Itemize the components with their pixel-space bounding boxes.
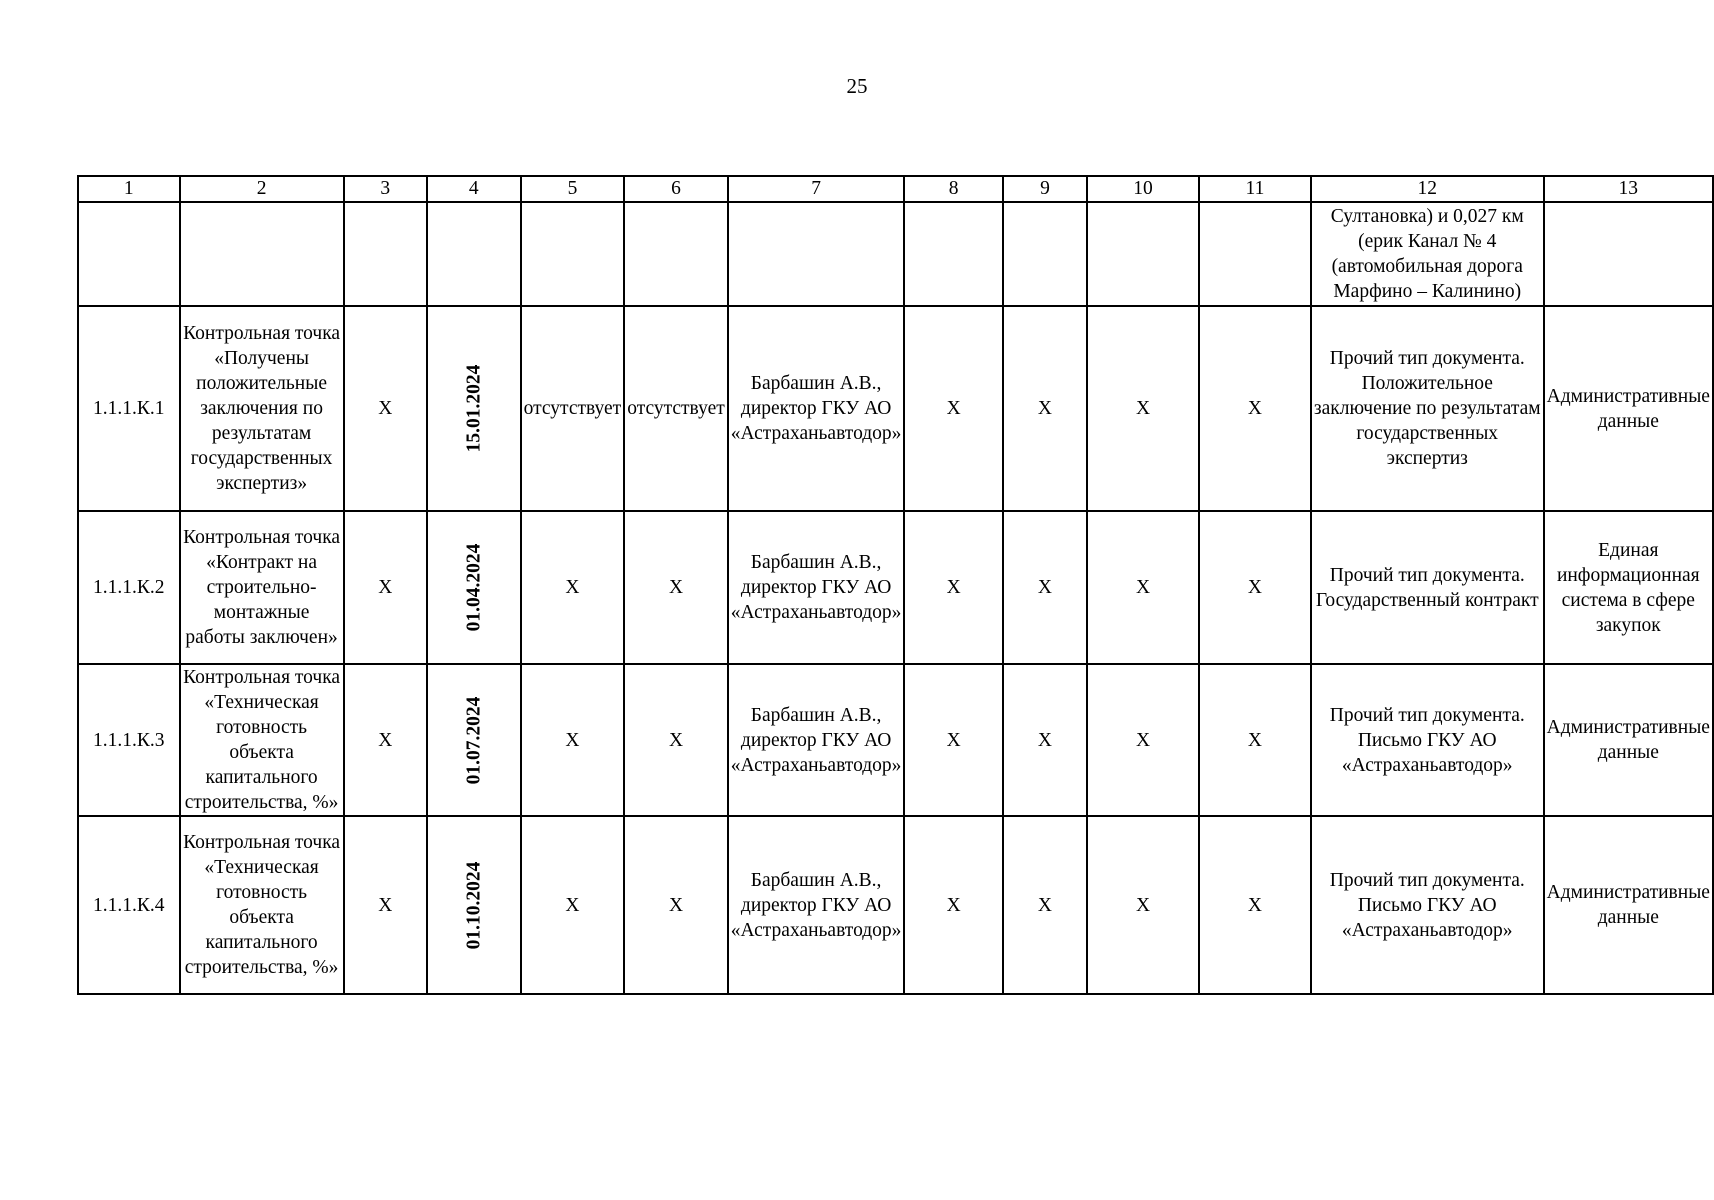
cell-col5: X <box>521 816 625 994</box>
cell-responsible: Барбашин А.В., директор ГКУ АО «Астраханьавтодор» <box>728 664 905 816</box>
table-row <box>78 202 1713 306</box>
cell-col10 <box>1087 202 1199 306</box>
cell-source <box>1544 202 1713 306</box>
cell-col8: X <box>904 511 1002 664</box>
cell-col10: X <box>1087 816 1199 994</box>
cell-col3: X <box>344 511 427 664</box>
cell-document-type: Прочий тип документа. Письмо ГКУ АО «Астраханьавтодор» <box>1311 816 1544 994</box>
rotated-date: 01.04.2024 <box>463 543 485 632</box>
header-col-6: 6 <box>624 176 728 202</box>
header-col-1: 1 <box>78 176 180 202</box>
cell-code: 1.1.1.К.2 <box>78 511 180 664</box>
header-col-3: 3 <box>344 176 427 202</box>
cell-col9: X <box>1003 511 1087 664</box>
table-row <box>78 306 1713 511</box>
cell-col3: X <box>344 664 427 816</box>
cell-document-type: Султановка) и 0,027 км (ерик Канал № 4 (автомобильная дорога Марфино – Калинино) <box>1311 202 1544 306</box>
cell-col11 <box>1199 202 1311 306</box>
cell-col3: X <box>344 306 427 511</box>
cell-col9: X <box>1003 816 1087 994</box>
cell-code: 1.1.1.К.3 <box>78 664 180 816</box>
cell-source: Административные данные <box>1544 664 1713 816</box>
cell-date <box>427 816 521 994</box>
cell-source: Административные данные <box>1544 816 1713 994</box>
cell-col10: X <box>1087 306 1199 511</box>
cell-name: Контрольная точка «Получены положительные заключения по результатам государственных экспертиз» <box>180 306 344 511</box>
cell-name: Контрольная точка «Техническая готовность объекта капитального строительства, %» <box>180 816 344 994</box>
rotated-date: 15.01.2024 <box>463 364 485 453</box>
header-col-13: 13 <box>1544 176 1713 202</box>
cell-col9: X <box>1003 664 1087 816</box>
rotated-date: 01.07.2024 <box>463 696 485 784</box>
header-col-2: 2 <box>180 176 344 202</box>
table-row <box>78 664 1713 816</box>
cell-col8: X <box>904 306 1002 511</box>
table-header-row <box>78 176 1713 202</box>
cell-responsible: Барбашин А.В., директор ГКУ АО «Астраханьавтодор» <box>728 306 905 511</box>
header-col-9: 9 <box>1003 176 1087 202</box>
header-col-8: 8 <box>904 176 1002 202</box>
cell-col11: X <box>1199 511 1311 664</box>
cell-col11: X <box>1199 664 1311 816</box>
cell-col8: X <box>904 664 1002 816</box>
header-col-10: 10 <box>1087 176 1199 202</box>
cell-code: 1.1.1.К.1 <box>78 306 180 511</box>
cell-code: 1.1.1.К.4 <box>78 816 180 994</box>
cell-col9: X <box>1003 306 1087 511</box>
cell-col10: X <box>1087 664 1199 816</box>
cell-document-type: Прочий тип документа. Письмо ГКУ АО «Астраханьавтодор» <box>1311 664 1544 816</box>
cell-source: Единая информационная система в сфере закупок <box>1544 511 1713 664</box>
cell-responsible: Барбашин А.В., директор ГКУ АО «Астраханьавтодор» <box>728 816 905 994</box>
cell-col11: X <box>1199 306 1311 511</box>
cell-code <box>78 202 180 306</box>
cell-date <box>427 306 521 511</box>
cell-col11: X <box>1199 816 1311 994</box>
cell-col5: отсутствует <box>521 306 625 511</box>
header-col-5: 5 <box>521 176 625 202</box>
header-col-12: 12 <box>1311 176 1544 202</box>
cell-name <box>180 202 344 306</box>
header-col-11: 11 <box>1199 176 1311 202</box>
table-row <box>78 816 1713 994</box>
cell-source: Административные данные <box>1544 306 1713 511</box>
rotated-date: 01.10.2024 <box>463 861 485 949</box>
cell-col9 <box>1003 202 1087 306</box>
cell-document-type: Прочий тип документа. Государственный контракт <box>1311 511 1544 664</box>
cell-col5 <box>521 202 625 306</box>
cell-col6: X <box>624 511 728 664</box>
cell-col6: X <box>624 664 728 816</box>
page-number: 25 <box>846 74 868 98</box>
control-points-table <box>77 175 1714 995</box>
cell-col8: X <box>904 816 1002 994</box>
cell-name: Контрольная точка «Контракт на строительно-монтажные работы заключен» <box>180 511 344 664</box>
cell-col5: X <box>521 511 625 664</box>
header-col-4: 4 <box>427 176 521 202</box>
cell-col6: X <box>624 816 728 994</box>
table-row <box>78 511 1713 664</box>
cell-responsible: Барбашин А.В., директор ГКУ АО «Астраханьавтодор» <box>728 511 905 664</box>
cell-col10: X <box>1087 511 1199 664</box>
cell-col3: X <box>344 816 427 994</box>
cell-col8 <box>904 202 1002 306</box>
cell-col5: X <box>521 664 625 816</box>
cell-date <box>427 511 521 664</box>
cell-document-type: Прочий тип документа. Положительное заключение по результатам государственных экспертиз <box>1311 306 1544 511</box>
cell-date <box>427 202 521 306</box>
cell-date <box>427 664 521 816</box>
cell-col6 <box>624 202 728 306</box>
header-col-7: 7 <box>728 176 905 202</box>
cell-responsible <box>728 202 905 306</box>
cell-col6: отсутствует <box>624 306 728 511</box>
cell-name: Контрольная точка «Техническая готовность объекта капитального строительства, %» <box>180 664 344 816</box>
cell-col3 <box>344 202 427 306</box>
